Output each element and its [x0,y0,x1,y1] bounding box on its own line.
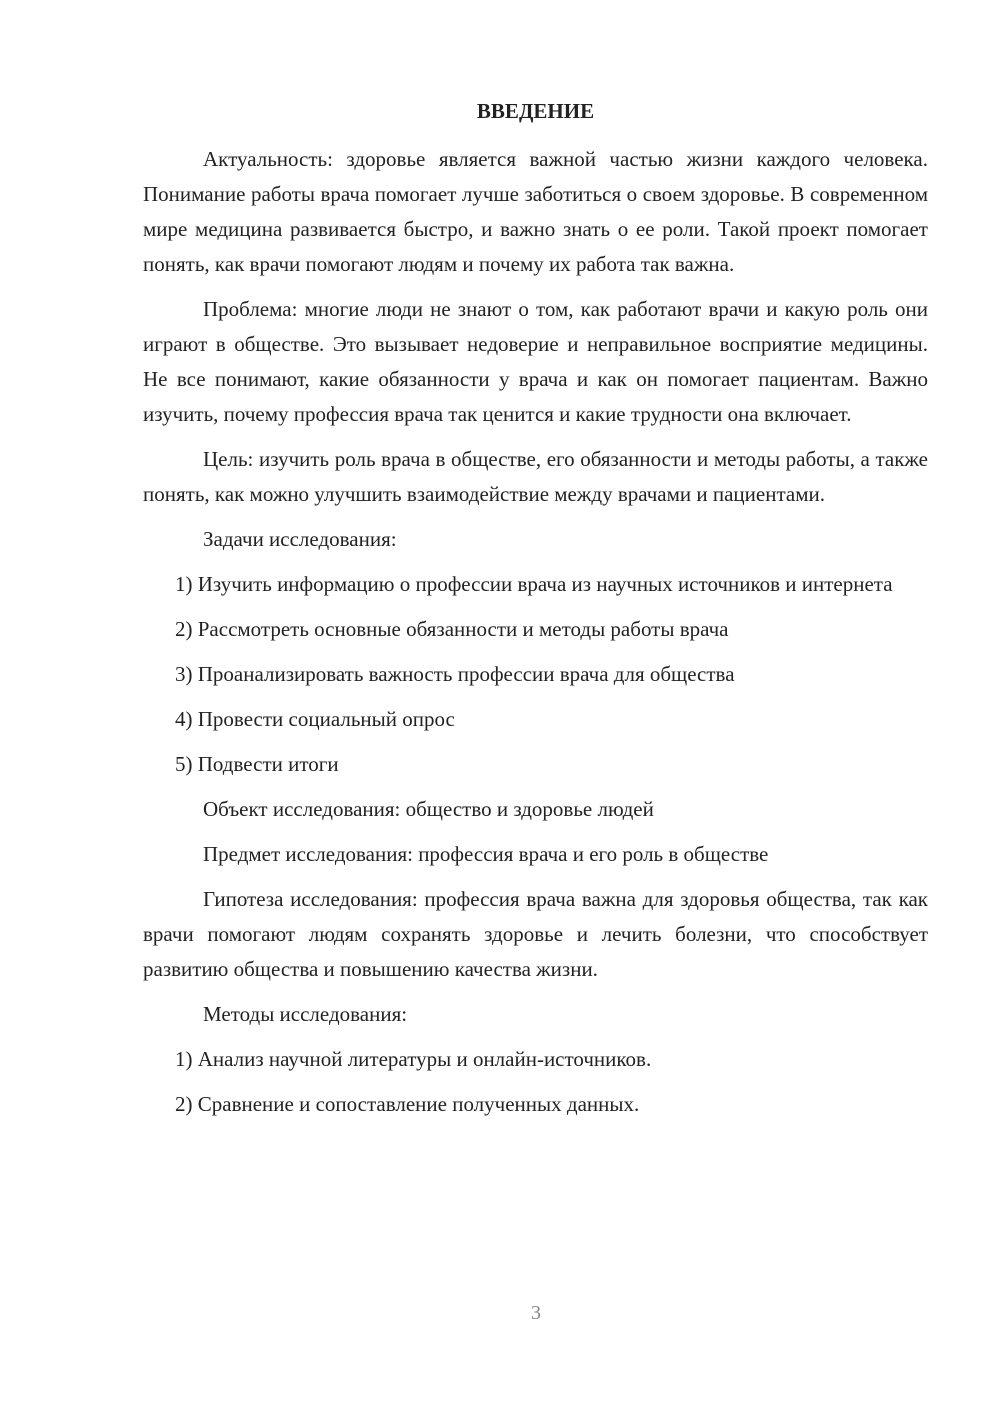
problem-paragraph: Проблема: многие люди не знают о том, как работают врачи и какую роль они играют в обществе. Это вызывает недоверие и неправильное восприятие медицины. Не все понимают, какие обязанности у врача и как он помогает пациентам. Важно изучить, почему профессия врача так ценится и какие трудности она включает. [143,297,928,426]
subject-paragraph: Предмет исследования: профессия врача и его роль в обществе [203,842,769,866]
task-item: 3) Проанализировать важность профессии врача для общества [175,662,735,686]
relevance-paragraph: Актуальность: здоровье является важной частью жизни каждого человека. Понимание работы врача помогает лучше заботиться о своем здоровье. В современном мире медицина развивается быстро, и важно знать о ее роли. Такой проект помогает понять, как врачи помогают людям и почему их работа так важна. [143,147,928,276]
page-number: 3 [531,1302,541,1324]
goal-paragraph: Цель: изучить роль врача в обществе, его обязанности и методы работы, а также понять, как можно улучшить взаимодействие между врачами и пациентами. [143,447,928,506]
task-item: 1) Изучить информацию о профессии врача из научных источников и интернета [175,572,893,596]
task-item: 5) Подвести итоги [175,752,339,776]
methods-heading: Методы исследования: [203,1002,408,1026]
method-item: 1) Анализ научной литературы и онлайн-источников. [175,1047,652,1071]
task-item: 2) Рассмотреть основные обязанности и методы работы врача [175,617,729,641]
method-item: 2) Сравнение и сопоставление полученных данных. [175,1092,640,1116]
tasks-heading: Задачи исследования: [203,527,397,551]
task-item: 4) Провести социальный опрос [175,707,455,731]
object-paragraph: Объект исследования: общество и здоровье людей [203,797,654,821]
hypothesis-paragraph: Гипотеза исследования: профессия врача важна для здоровья общества, так как врачи помогают людям сохранять здоровье и лечить болезни, что способствует развитию общества и повышению качества жизни. [143,887,928,981]
document-page [143,94,928,1132]
section-title: ВВЕДЕНИЕ [476,99,595,123]
